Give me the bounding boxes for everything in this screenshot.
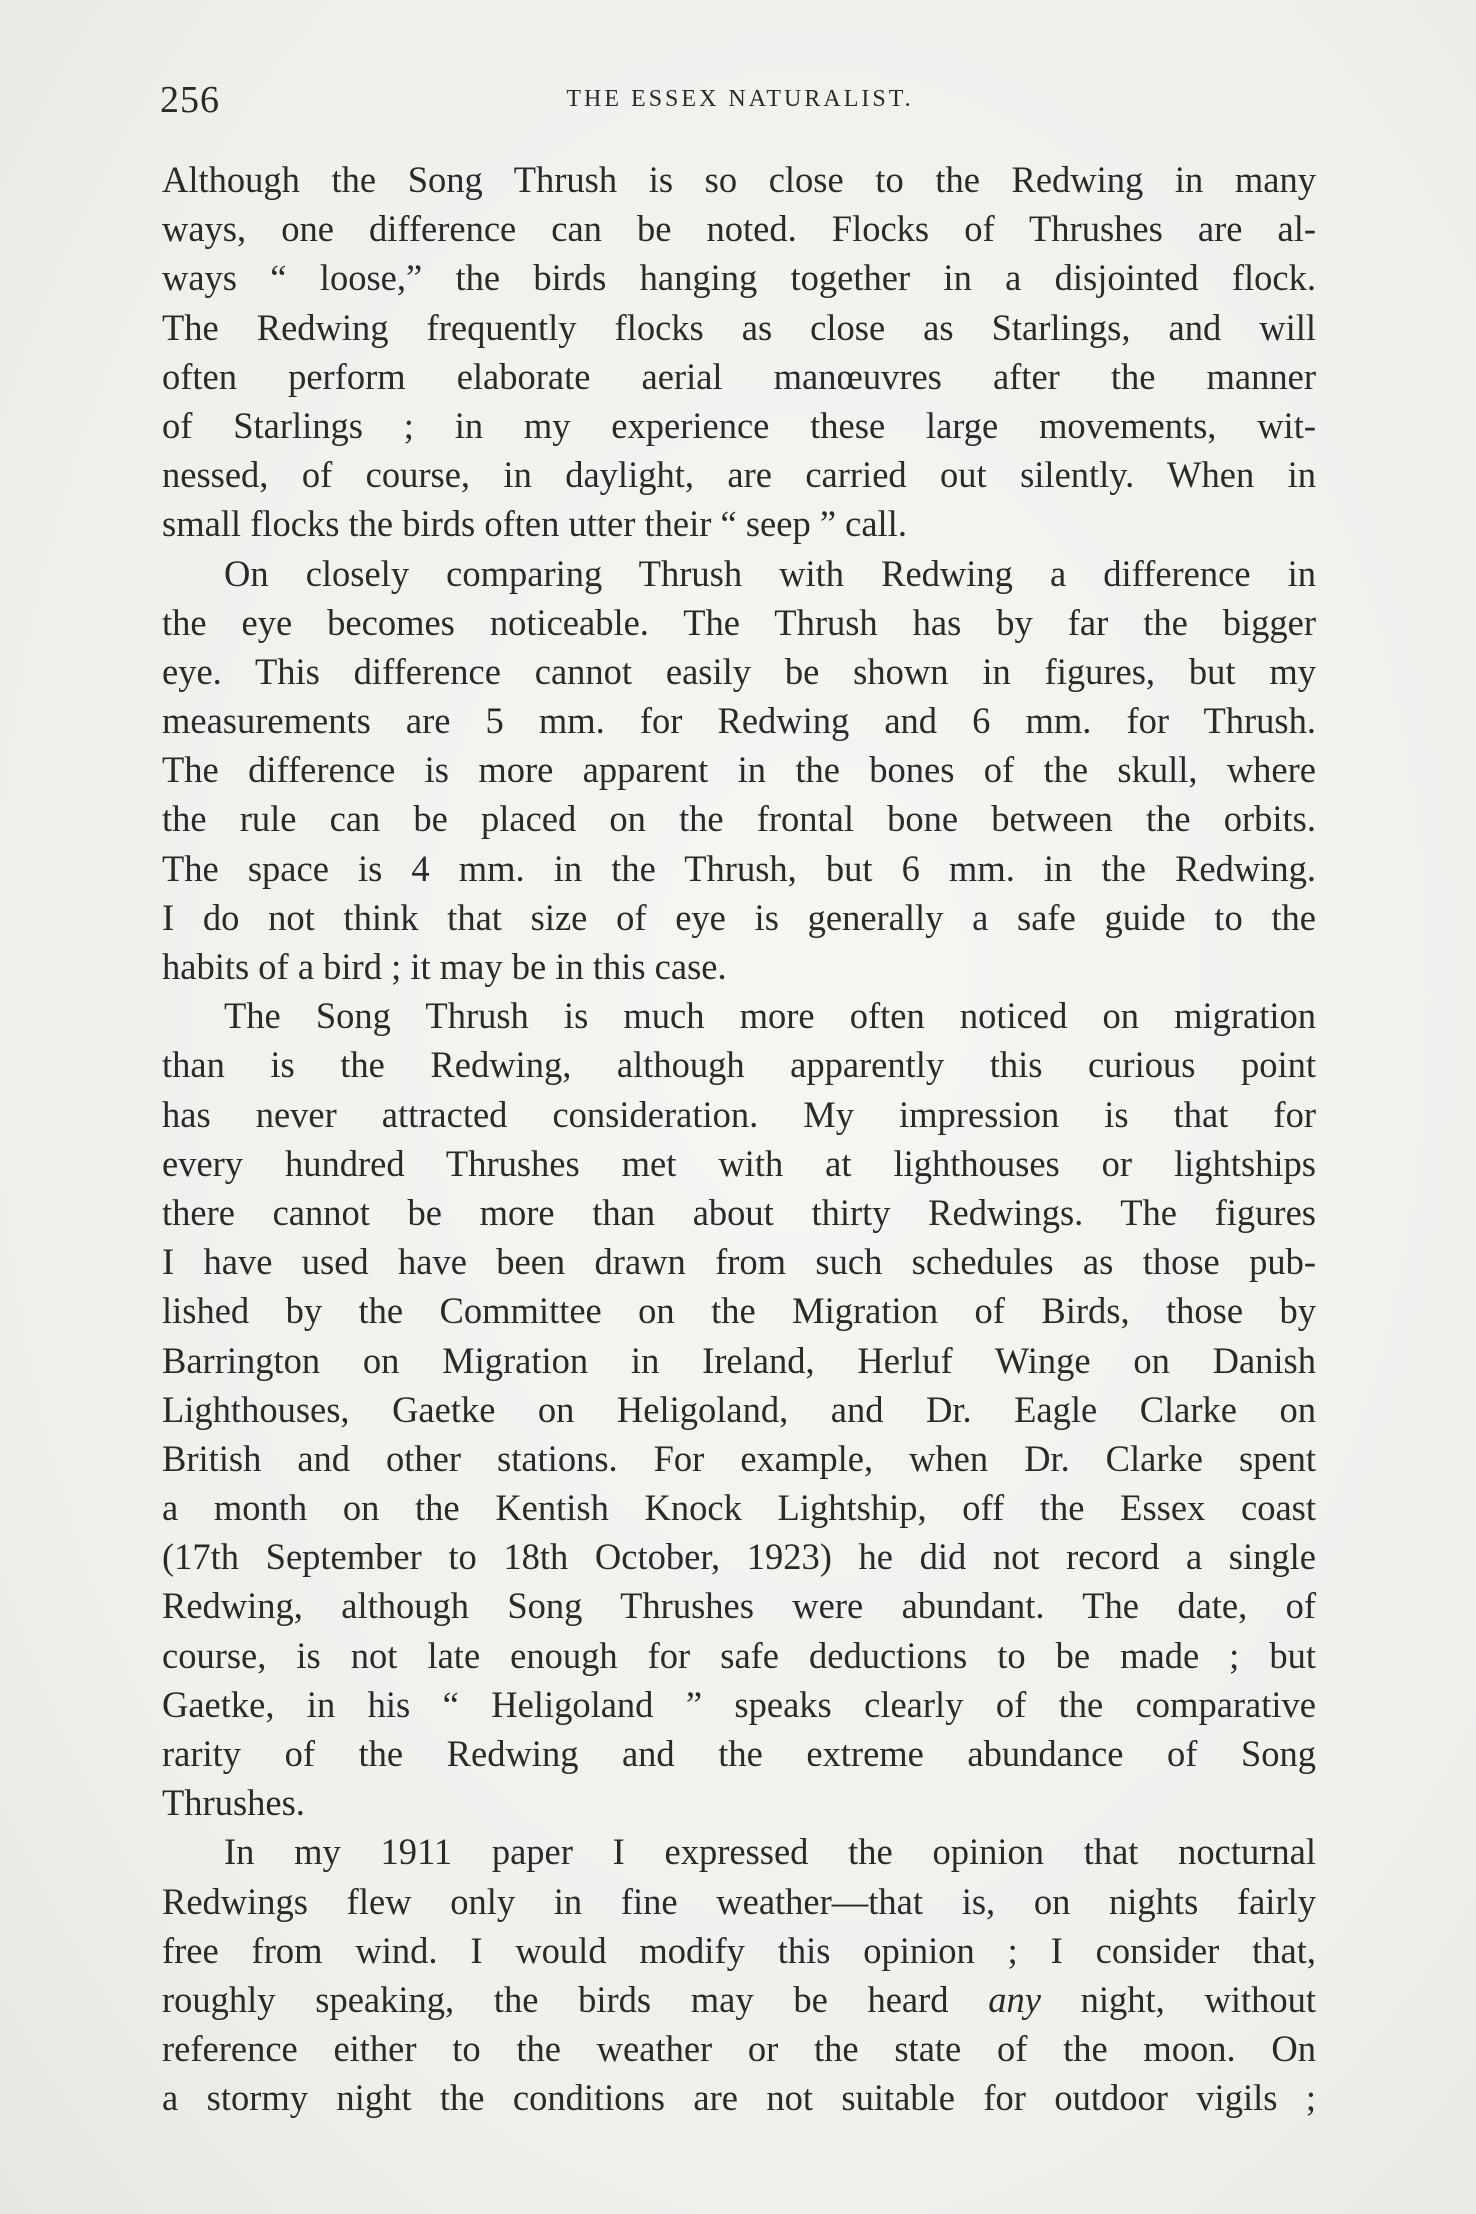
text-line: Redwings flew only in fine weather—that is, on nights fairly bbox=[162, 1880, 1316, 1922]
text-line: ways, one difference can be noted. Flocks of Thrushes are al- bbox=[162, 208, 1316, 250]
text-line: small flocks the birds often utter their “ seep ” call. bbox=[162, 503, 907, 545]
text-line: habits of a bird ; it may be in this case. bbox=[162, 946, 727, 987]
text-line: every hundred Thrushes met with at lighthouses or lightships bbox=[162, 1142, 1316, 1184]
text-line: rarity of the Redwing and the extreme abundance of Song bbox=[162, 1733, 1316, 1774]
text-line: On closely comparing Thrush with Redwing a difference in bbox=[224, 552, 1316, 594]
text-line: eye. This difference cannot easily be shown in figures, but my bbox=[162, 650, 1316, 692]
text-line: Gaetke, in his “ Heligoland ” speaks clearly of the comparative bbox=[162, 1683, 1316, 1725]
body-text bbox=[162, 155, 1316, 2123]
text-line: Redwing, although Song Thrushes were abundant. The date, of bbox=[162, 1585, 1316, 1627]
text-line: of Starlings ; in my experience these large movements, wit- bbox=[162, 404, 1316, 446]
text-line: measurements are 5 mm. for Redwing and 6 mm. for Thrush. bbox=[162, 700, 1316, 742]
text-line: the rule can be placed on the frontal bone between the orbits. bbox=[162, 798, 1316, 840]
page-header bbox=[160, 78, 1320, 128]
text-line-segment: roughly speaking, the birds may be heard bbox=[162, 1978, 949, 2020]
text-line: Although the Song Thrush is so close to the Redwing in many bbox=[162, 159, 1316, 200]
text-line: Thrushes. bbox=[162, 1782, 305, 1824]
text-line: The Song Thrush is much more often noticed on migration bbox=[224, 995, 1316, 1037]
text-line: reference either to the weather or the state of the moon. On bbox=[162, 2028, 1316, 2070]
running-head: THE ESSEX NATURALIST. bbox=[566, 86, 914, 112]
text-line: the eye becomes noticeable. The Thrush has by far the bigger bbox=[162, 601, 1316, 643]
text-line: I have used have been drawn from such schedules as those pub- bbox=[162, 1241, 1316, 1283]
text-line: I do not think that size of eye is generally a safe guide to the bbox=[162, 896, 1316, 938]
text-line: The Redwing frequently flocks as close as Starlings, and will bbox=[162, 306, 1316, 348]
text-line: has never attracted consideration. My impression is that for bbox=[162, 1093, 1316, 1135]
text-line: The space is 4 mm. in the Thrush, but 6 mm. in the Redwing. bbox=[162, 847, 1316, 889]
italic-word: any bbox=[988, 1978, 1041, 2020]
text-line: lished by the Committee on the Migration of Birds, those by bbox=[162, 1290, 1316, 1332]
text-line: nessed, of course, in daylight, are carried out silently. When in bbox=[162, 454, 1316, 496]
text-line: a stormy night the conditions are not suitable for outdoor vigils ; bbox=[162, 2077, 1316, 2119]
text-line: free from wind. I would modify this opinion ; I consider that, bbox=[162, 1929, 1316, 1971]
text-line: there cannot be more than about thirty Redwings. The figures bbox=[162, 1191, 1316, 1233]
text-line: Barrington on Migration in Ireland, Herluf Winge on Danish bbox=[162, 1339, 1316, 1381]
text-line: a month on the Kentish Knock Lightship, off the Essex coast bbox=[162, 1487, 1316, 1529]
page-number: 256 bbox=[160, 79, 220, 121]
text-line: ways “ loose,” the birds hanging together in a disjointed flock. bbox=[162, 257, 1316, 299]
text-line: In my 1911 paper I expressed the opinion that nocturnal bbox=[224, 1831, 1316, 1873]
text-line: course, is not late enough for safe deductions to be made ; but bbox=[162, 1634, 1316, 1676]
text-line-segment: night, without bbox=[1080, 1978, 1317, 2020]
text-line: than is the Redwing, although apparently this curious point bbox=[162, 1044, 1316, 1086]
text-line: The difference is more apparent in the bones of the skull, where bbox=[162, 749, 1316, 791]
text-line: Lighthouses, Gaetke on Heligoland, and Dr. Eagle Clarke on bbox=[162, 1388, 1316, 1430]
text-line bbox=[162, 1975, 1316, 2024]
text-line: (17th September to 18th October, 1923) he did not record a single bbox=[162, 1536, 1316, 1578]
text-line: British and other stations. For example, when Dr. Clarke spent bbox=[162, 1437, 1316, 1479]
text-line: often perform elaborate aerial manœuvres after the manner bbox=[162, 355, 1316, 397]
